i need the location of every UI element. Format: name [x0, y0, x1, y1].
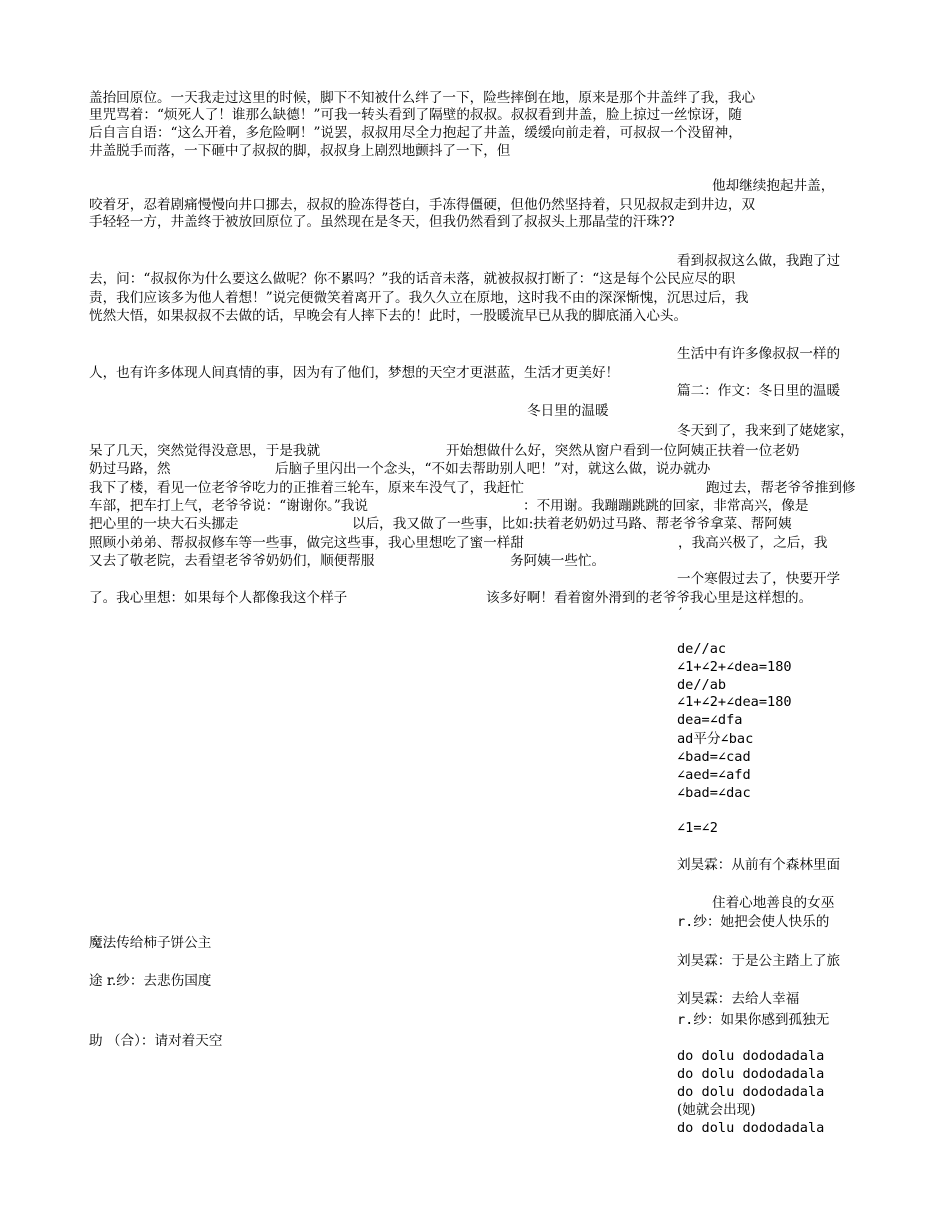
paragraph3-line: 责，我们应该多为他人着想！”说完便微笑着离开了。我久久立在原地，这时我不由的深深惭愧，沉思过后，我	[89, 290, 749, 306]
essay2-fragment: 又去了敬老院，去看望老爷爷奶奶们，顺便帮服	[89, 553, 375, 569]
lyric-line: do dolu dododadala	[677, 1066, 825, 1082]
math-line: de//ac	[677, 641, 727, 657]
essay2-fragment: 了。我心里想：如果每个人都像我这个样子	[89, 590, 348, 606]
essay2-fragment: 呆了几天，突然觉得没意思，于是我就	[89, 443, 321, 459]
lyric-line: do dolu dododadala	[677, 1048, 825, 1064]
paragraph2-line: 手轻轻一方，井盖终于被放回原位了。虽然现在是冬天，但我仍然看到了叔叔头上那晶莹的汗珠??	[89, 214, 675, 230]
paragraph4-lead: 生活中有许多像叔叔一样的	[677, 346, 841, 362]
lyric-line: (她就会出现)	[677, 1102, 756, 1118]
essay2-fragment: 我下了楼，看见一位老爷爷吃力的正推着三轮车，原来车没气了，我赶忙	[89, 480, 524, 496]
paragraph3-lead: 看到叔叔这么做，我跑了过	[677, 253, 841, 269]
essay2-fragment: 后脑子里闪出一个念头，“不如去帮助别人吧！”对，就这么做，说办就办	[275, 461, 711, 477]
essay2-title: 冬日里的温暖	[527, 403, 609, 419]
essay2-fragment: 跑过去，帮老爷爷推到修	[706, 480, 856, 496]
essay2-lead: 冬天到了，我来到了姥姥家，	[677, 423, 854, 439]
lyric-line: r.纱：如果你感到孤独无	[677, 1012, 830, 1028]
math-line: ad平分∠bac	[677, 731, 754, 747]
math-line: ∠aed=∠afd	[677, 767, 751, 783]
essay2-fragment: ，我高兴极了，之后，我	[678, 535, 828, 551]
lyric-line: 刘昊霖：从前有个森林里面	[677, 857, 841, 873]
lyric-line: 助 （合）：请对着天空	[89, 1033, 223, 1049]
essay2-fragment: 车部，把车打上气，老爷爷说：“谢谢你。”我说	[89, 498, 368, 514]
essay2-fragment: 该多好啊！看着窗外滑到的老爷爷我心里是这样想的。	[486, 590, 813, 606]
essay2-fragment: 开始想做什么好，突然从窗户看到一位阿姨正扶着一位老奶	[446, 443, 800, 459]
math-line: ∠bad=∠cad	[677, 749, 751, 765]
essay2-fragment: 以后，我又做了一些事，比如:扶着老奶奶过马路、帮老爷爷拿菜、帮阿姨	[352, 516, 792, 532]
math-line: dea=∠dfa	[677, 712, 743, 728]
lyric-line: r.纱：她把会使人快乐的	[677, 914, 830, 930]
essay2-fragment: ：不用谢。我蹦蹦跳跳的回家，非常高兴，像是	[523, 498, 809, 514]
math-line: ∠1+∠2+∠dea=180	[677, 694, 792, 710]
math-line: de//ab	[677, 677, 727, 693]
paragraph1-line: 后自言自语：“这么开着，多危险啊！”说罢，叔叔用尽全力抱起了井盖，缓缓向前走着，可叔叔一个没留神，	[89, 125, 742, 141]
essay2-fragment: 把心里的一块大石头挪走	[89, 516, 239, 532]
lyric-line: 途 r.纱：去悲伤国度	[89, 973, 212, 989]
paragraph2-lead: 他却继续抱起井盖，	[712, 178, 835, 194]
paragraph1-line: 盖抬回原位。一天我走过这里的时候，脚下不知被什么绊了一下，险些摔倒在地，原来是那个井盖绊了我，我心	[89, 90, 756, 106]
math-line: ∠1+∠2+∠dea=180	[677, 659, 792, 675]
essay2-fragment: 务阿姨一些忙。	[510, 553, 606, 569]
paragraph4-line: 人，也有许多体现人间真情的事，因为有了他们，梦想的天空才更湛蓝，生活才更美好！	[89, 365, 620, 381]
paragraph3-line: 去，问：“叔叔你为什么要这么做呢？你不累吗？”我的话音未落，就被叔叔打断了：“这是每个公民应尽的职	[89, 271, 736, 287]
paragraph1-line: 井盖脱手而落，一下砸中了叔叔的脚，叔叔身上剧烈地颤抖了一下，但	[89, 143, 511, 159]
essay2-lead2: 一个寒假过去了，快要开学	[677, 571, 841, 587]
lyric-line: do dolu dododadala	[677, 1120, 825, 1136]
lyric-line: 住着心地善良的女巫	[712, 895, 835, 911]
essay2-fragment: 奶过马路，然	[89, 461, 171, 477]
essay2-heading: 篇二：作文：冬日里的温暖	[677, 383, 841, 399]
lyric-line: 魔法传给柿子饼公主	[89, 935, 212, 951]
lyric-line: 刘昊霖：于是公主踏上了旅	[677, 953, 841, 969]
paragraph1-line: 里咒骂着：“烦死人了！谁那么缺德！”可我一转头看到了隔壁的叔叔。叔叔看到井盖，脸上掠过一丝惊讶，随	[89, 107, 742, 123]
essay2-fragment: 照顾小弟弟、帮叔叔修车等一些事，做完这些事，我心里想吃了蜜一样甜	[89, 535, 524, 551]
lyric-line: 刘昊霖：去给人幸福	[677, 991, 800, 1007]
math-line: ∠1=∠2	[677, 820, 718, 836]
math-line: ∠bad=∠dac	[677, 785, 751, 801]
paragraph3-line: 恍然大悟，如果叔叔不去做的话，早晚会有人摔下去的！此时，一股暖流早已从我的脚底涌入心头。	[89, 308, 688, 324]
lyric-line: do dolu dododadala	[677, 1084, 825, 1100]
stray-tick: ′	[679, 606, 683, 622]
paragraph2-line: 咬着牙，忍着剧痛慢慢向井口挪去，叔叔的脸冻得苍白，手冻得僵硬，但他仍然坚持着，只见叔叔走到井边，双	[89, 197, 756, 213]
